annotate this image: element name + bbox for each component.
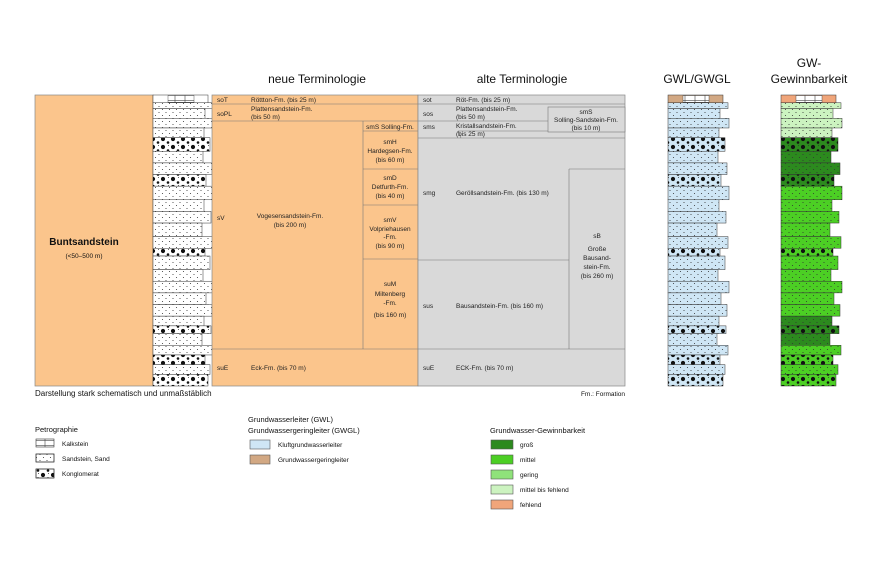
legend-gw-swatch (491, 500, 513, 509)
old-sus-name: Bausandstein-Fm. (bis 160 m) (456, 303, 544, 310)
old-smg-code: smg (423, 190, 436, 197)
new-soT-name: Röttton-Fm. (bis 25 m) (251, 97, 317, 104)
new-sV-name1: Vogesensandstein-Fm. (256, 213, 324, 220)
old-sos-name1: Plattensandstein-Fm. (456, 106, 518, 113)
lithology-column (153, 95, 214, 386)
new-suM-l2: Miltenberg (374, 291, 406, 298)
new-smH-l2: Hardegsen-Fm. (367, 148, 413, 155)
heading-gw-line2: Gewinnbarkeit (770, 72, 848, 86)
old-sB-l4: stein-Fm. (583, 264, 611, 271)
legend-gw-title: Grundwasser-Gewinnbarkeit (490, 426, 586, 435)
legend-conglomerate-swatch (36, 469, 54, 478)
old-smS-l1: smS (579, 109, 593, 116)
old-sms-name2: (bis 25 m) (456, 131, 485, 138)
new-soPL-name2: (bis 50 m) (251, 114, 280, 121)
new-soPL-name1: Plattensandstein-Fm. (251, 106, 313, 113)
new-smH-l1: smH (383, 139, 397, 146)
new-smH-l3: (bis 60 m) (375, 157, 405, 164)
legend-gwl-title2: Grundwassergeringleiter (GWGL) (248, 426, 360, 435)
old-suE-name: ECK-Fm. (bis 70 m) (456, 365, 514, 372)
note-formation: Fm.: Formation (580, 391, 625, 398)
new-soPL-code: soPL (217, 111, 232, 118)
legend-kluft-swatch (250, 440, 270, 449)
old-sot-code: sot (423, 97, 432, 104)
unit-thickness: (<50–500 m) (65, 253, 103, 260)
new-suE-name: Eck-Fm. (bis 70 m) (251, 365, 306, 372)
old-sos-name2: (bis 50 m) (456, 114, 485, 121)
heading-gw-line1: GW- (796, 56, 822, 70)
old-sms-code: sms (423, 124, 435, 131)
old-sos-code: sos (423, 111, 434, 118)
old-sB-l3: Bausand- (583, 255, 611, 262)
old-sB-l2: Große (587, 246, 607, 253)
legend-gw-label: mittel bis fehlend (520, 487, 569, 494)
heading-old-terminology: alte Terminologie (476, 72, 568, 86)
legend-gwl-title1: Grundwasserleiter (GWL) (248, 415, 334, 424)
new-sV-code: sV (217, 215, 225, 222)
old-suE-code: suE (423, 365, 435, 372)
legend-gw-label: mittel (520, 457, 536, 464)
legend-gw-label: fehlend (520, 502, 542, 509)
legend-conglomerate-label: Konglomerat (62, 471, 99, 478)
heading-gwl-gwgl: GWL/GWGL (663, 72, 731, 86)
heading-new-terminology: neue Terminologie (268, 72, 366, 86)
old-smg-name: Geröllsandstein-Fm. (bis 130 m) (456, 190, 549, 197)
old-sms-name1: Kristallsandstein-Fm. (456, 123, 517, 130)
gwl-gwgl-column (668, 95, 729, 386)
new-suM-l1: suM (383, 281, 397, 288)
new-smD-l1: smD (383, 175, 397, 182)
old-sus-code: sus (423, 303, 434, 310)
old-terminology-block (418, 95, 625, 386)
legend-gw-swatch (491, 455, 513, 464)
legend-gw-swatch (491, 440, 513, 449)
legend-gering-leiter-swatch (250, 455, 270, 464)
new-suM-l3: -Fm. (383, 300, 397, 307)
old-smS-l2: Solling-Sandstein-Fm. (554, 117, 618, 124)
legend-kluft-label: Kluftgrundwasserleiter (278, 442, 343, 449)
legend-gw-swatch (491, 485, 513, 494)
note-schematic: Darstellung stark schematisch und unmaßstäblich (35, 389, 212, 398)
new-smD-l2: Detfurth-Fm. (371, 184, 409, 191)
legend-petro-title: Petrographie (35, 425, 78, 434)
unit-name: Buntsandstein (49, 237, 119, 248)
new-suE-code: suE (217, 365, 229, 372)
new-suM-l4: (bis 160 m) (373, 312, 407, 319)
legend-sandstone-label: Sandstein, Sand (62, 456, 110, 463)
legend-limestone-label: Kalkstein (62, 441, 89, 448)
old-sB-l5: (bis 260 m) (580, 273, 614, 280)
legend-gw-label: gering (520, 472, 539, 479)
new-smV-l3: -Fm. (383, 234, 397, 241)
new-smV-l4: (bis 90 m) (375, 243, 405, 250)
new-smD-l3: (bis 40 m) (375, 193, 405, 200)
gw-gewinnbarkeit-column (781, 95, 842, 386)
legend-limestone-swatch (36, 439, 54, 447)
legend-sandstone-swatch (36, 454, 54, 462)
legend-gw-items (491, 440, 569, 509)
new-smV-l1: smV (383, 217, 397, 224)
new-smV-l2: Volpriehausen (369, 226, 411, 233)
legend-gw-label: groß (520, 442, 534, 449)
old-sot-name: Röt-Fm. (bis 25 m) (456, 97, 511, 104)
old-sB-l1: sB (593, 233, 601, 240)
new-soT-code: soT (217, 97, 228, 104)
old-smS-l3: (bis 10 m) (571, 125, 601, 132)
new-sV-name2: (bis 200 m) (273, 222, 307, 229)
new-smS: smS Solling-Fm. (366, 124, 414, 131)
legend-gering-leiter-label: Grundwassergeringleiter (278, 457, 349, 464)
legend-gw-swatch (491, 470, 513, 479)
